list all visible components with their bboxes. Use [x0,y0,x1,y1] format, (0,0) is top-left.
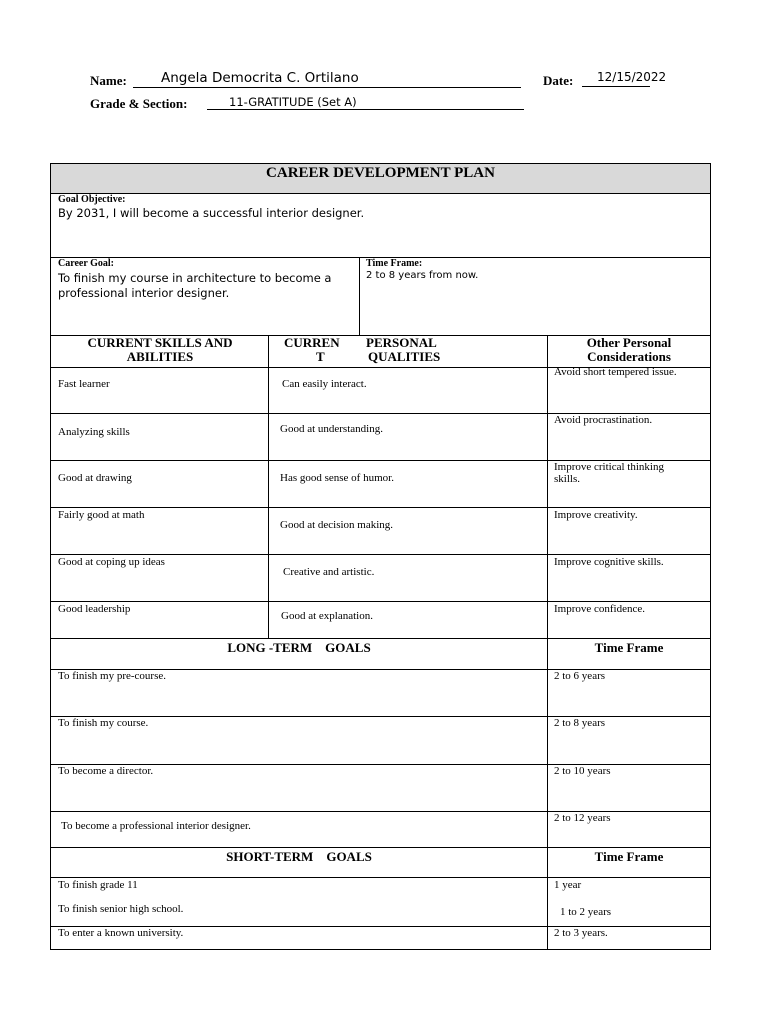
skill-cell: Good at coping up ideas [58,556,165,568]
career-goal-line2: professional interior designer. [58,286,230,300]
quality-cell: Has good sense of humor. [280,472,394,484]
short-term-goal: To finish senior high school. [58,903,184,915]
long-term-time-header: Time Frame [594,640,664,655]
date-value: 12/15/2022 [597,70,667,84]
quality-cell: Good at understanding. [280,423,383,435]
skill-cell: Analyzing skills [58,426,130,438]
short-term-time: 1 year [554,879,582,891]
long-term-time: 2 to 6 years [554,670,606,682]
long-term-goal: To become a professional interior designer. [61,820,251,832]
long-term-time: 2 to 10 years [554,765,611,777]
other-cell: Improve critical thinking skills. [554,461,664,485]
long-term-header: LONG -TERM GOALS [227,640,371,655]
quality-cell: Can easily interact. [282,378,367,390]
career-goal-label: Career Goal: [58,258,115,269]
date-field[interactable] [582,70,667,87]
grade-label: Grade & Section: [90,96,188,111]
long-term-time: 2 to 12 years [554,812,611,824]
time-frame-label: Time Frame: [366,258,423,269]
qualities-header-a: CURREN T [284,335,340,364]
long-term-goal: To finish my course. [58,717,149,729]
other-cell: Avoid procrastination. [554,414,653,426]
other-header: Other Personal Considerations [586,335,672,364]
date-label: Date: [543,73,574,88]
goal-objective-value: By 2031, I will become a successful interior designer. [58,206,365,220]
other-cell: Improve cognitive skills. [554,556,664,568]
grade-field[interactable] [207,95,524,110]
skill-cell: Good at drawing [58,472,132,484]
short-term-time-header: Time Frame [594,849,664,864]
skill-cell: Fairly good at math [58,509,145,521]
skill-cell: Fast learner [58,378,110,390]
skill-cell: Good leadership [58,603,131,615]
time-frame-value: 2 to 8 years from now. [366,270,479,281]
name-value: Angela Democrita C. Ortilano [161,70,359,86]
short-term-goal: To enter a known university. [58,927,184,939]
grade-value: 11-GRATITUDE (Set A) [229,95,357,109]
plan-title: CAREER DEVELOPMENT PLAN [266,165,495,181]
long-term-goal: To finish my pre-course. [58,670,166,682]
short-term-header: SHORT-TERM GOALS [226,849,372,864]
skills-header: CURRENT SKILLS AND ABILITIES [87,335,233,364]
qualities-header-b: PERSONAL QUALITIES [366,335,441,364]
other-cell: Avoid short tempered issue. [554,366,677,378]
other-cell: Improve creativity. [554,509,638,521]
goal-objective-label: Goal Objective: [58,194,126,205]
short-term-goal: To finish grade 11 [58,879,138,891]
short-term-time: 1 to 2 years [560,906,612,918]
quality-cell: Good at explanation. [281,610,373,622]
name-label: Name: [90,73,127,88]
quality-cell: Good at decision making. [280,519,394,531]
long-term-time: 2 to 8 years [554,717,606,729]
name-field[interactable] [133,70,521,88]
short-term-time: 2 to 3 years. [554,927,608,939]
career-goal-line1: To finish my course in architecture to become a [58,271,332,285]
long-term-goal: To become a director. [58,765,154,777]
other-cell: Improve confidence. [554,603,646,615]
quality-cell: Creative and artistic. [283,566,375,578]
